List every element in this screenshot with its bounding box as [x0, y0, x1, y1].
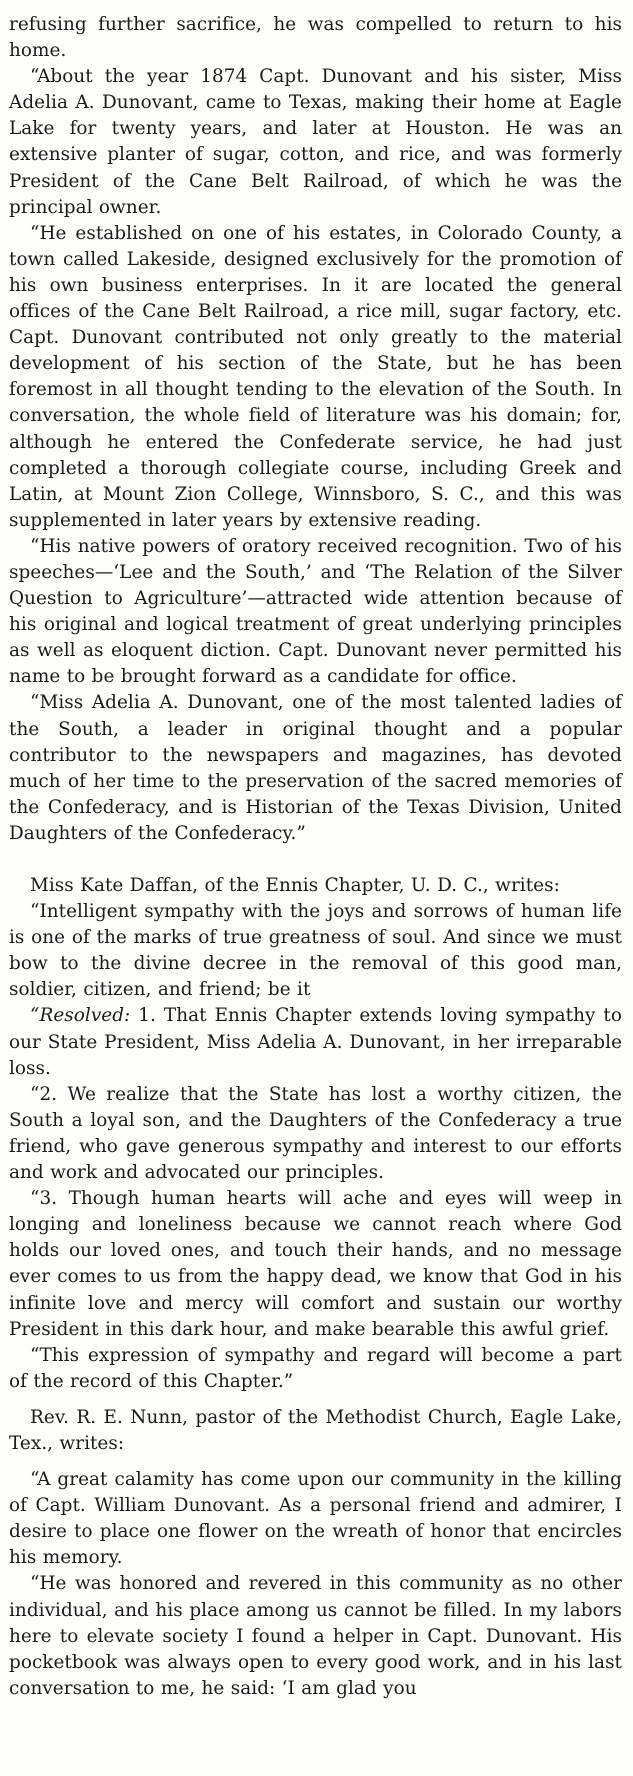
paragraph-2: “About the year 1874 Capt. Dunovant and his sister, Miss Adelia A. Dunovant, came to Texas, making their home at Eagle Lake for twenty years, and later at Houston. He was an extensive planter of sugar, cotton, and rice, and was formerly President of the Cane Belt Railroad, of which he was the principal owner. [9, 66, 622, 218]
paragraph-9: “2. We realize that the State has lost a worthy citizen, the South a loyal son, and the Daughters of the Confederacy a true friend, who gave generous sympathy and interest to our efforts and work and advocated our principles. [9, 1083, 622, 1184]
resolved-label: “Resolved: [30, 1005, 131, 1027]
paragraph-13: “A great calamity has come upon our community in the killing of Capt. William Dunovant. As a personal friend and admirer, I desire to place one flower on the wreath of honor that encircles his memory. [9, 1469, 622, 1569]
paragraph-3: “He established on one of his estates, in Colorado County, a town called Lakeside, designed exclusively for the promotion of his own business enterprises. In it are located the general offices of the Cane Belt Railroad, a rice mill, sugar factory, etc. Capt. Dunovant contributed not only greatly to the material development of his section of the State, but he has been foremost in all thought tending to the elevation of the South. In conversation, the whole field of literature was his domain; for, although he entered the Confederate service, he had just completed a thorough collegiate course, including Greek and Latin, at Mount Zion College, Winnsboro, S. C., and this was supplemented in later years by extensive reading. [9, 222, 622, 531]
section-gap [9, 1395, 622, 1405]
paragraph-14: “He was honored and revered in this community as no other individual, and his place among us cannot be filled. In my labors here to elevate society I found a helper in Capt. Dunovant. His pocketbook was always open to every good work, and in his last conversation to me, he said: ‘I am glad you [9, 1573, 622, 1699]
paragraph-8 [9, 1003, 622, 1081]
paragraph-4: “His native powers of oratory received recognition. Two of his speeches—‘Lee and the South,’ and ‘The Relation of the Silver Question to Agriculture’—attracted wide attention because of his original and logical treatment of great underlying principles as well as eloquent diction. Capt. Dunovant never permitted his name to be brought forward as a candidate for office. [9, 535, 622, 688]
paragraph-8-body: 1. That Ennis Chapter extends loving sympathy to our State President, Miss Adelia A. Dunovant, in her irreparable loss. [9, 1005, 622, 1079]
text-column [9, 12, 622, 1702]
section-gap [9, 1457, 622, 1467]
paragraph-6: Miss Kate Daffan, of the Ennis Chapter, U. D. C., writes: [30, 875, 560, 896]
paragraph-10: “3. Though human hearts will ache and eyes will weep in longing and loneliness because we cannot reach where God holds our loved ones, and touch their hands, and no message ever comes to us from the happy dead, we know that God in his infinite love and mercy will comfort and sustain our worthy President in this dark hour, and make bearable this awful grief. [9, 1188, 622, 1340]
section-gap [9, 847, 622, 873]
paragraph-7: “Intelligent sympathy with the joys and sorrows of human life is one of the marks of true greatness of soul. And since we must bow to the divine decree in the removal of this good man, soldier, citizen, and friend; be it [9, 901, 622, 1001]
paragraph-5: “Miss Adelia A. Dunovant, one of the most talented ladies of the South, a leader in original thought and a popular contributor to the newspapers and magazines, has devoted much of her time to the preservation of the sacred memories of the Confederacy, and is Historian of the Texas Division, United Daughters of the Confederacy.” [9, 692, 622, 844]
paragraph-1: refusing further sacrifice, he was compelled to return to his home. [9, 14, 622, 62]
paragraph-11: “This expression of sympathy and regard will become a part of the record of this Chapter.” [9, 1344, 622, 1392]
paragraph-12: Rev. R. E. Nunn, pastor of the Methodist Church, Eagle Lake, Tex., writes: [9, 1406, 622, 1454]
